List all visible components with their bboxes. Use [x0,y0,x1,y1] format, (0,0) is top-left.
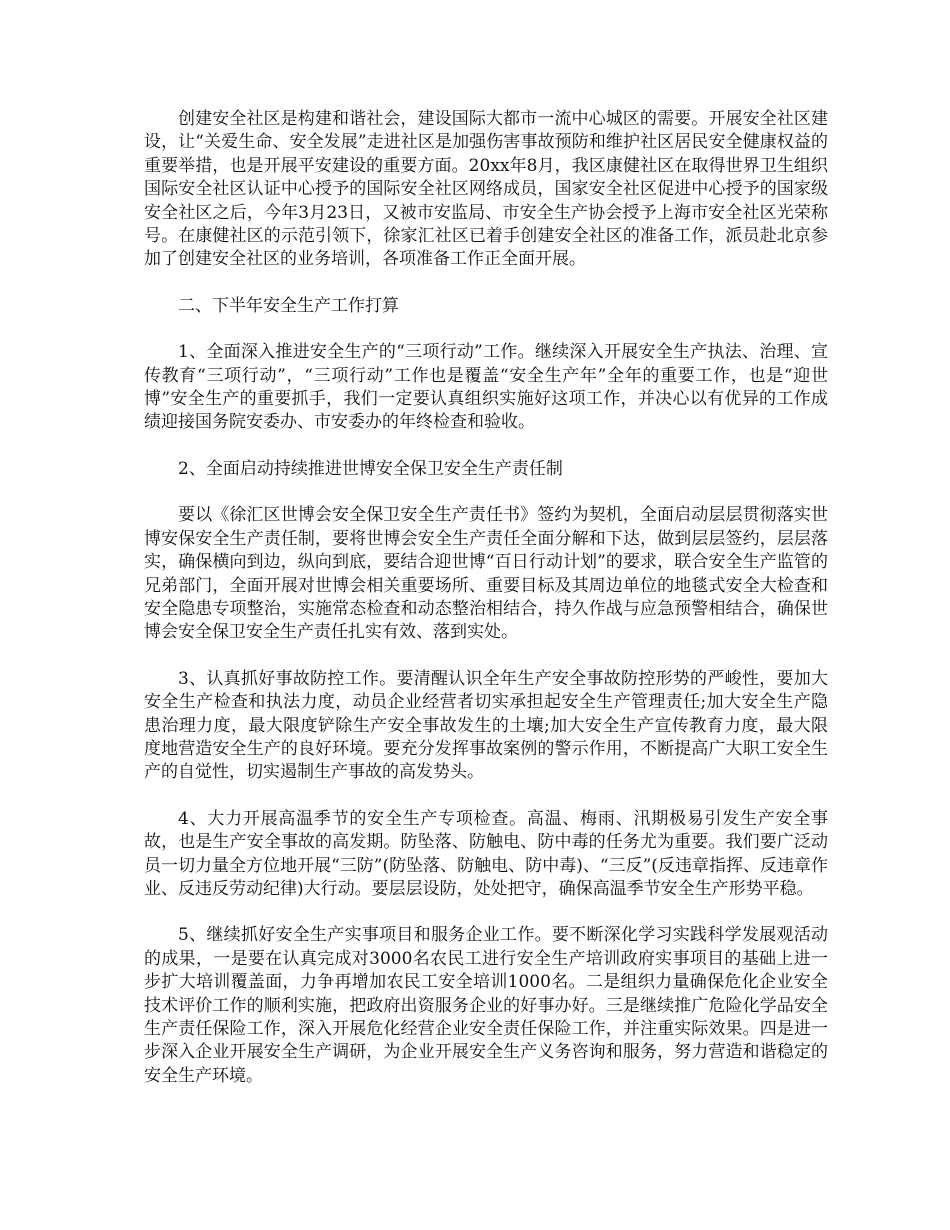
paragraph-item-3: 3、认真抓好事故防控工作。要清醒认识全年生产安全事故防控形势的严峻性，要加大安全生产检查和执法力度，动员企业经营者切实承担起安全生产管理责任;加大安全生产隐患治理力度，最大限度铲除生产安全事故发生的土壤;加大安全生产宣传教育力度，最大限度地营造安全生产的良好环境。要充分发挥事故案例的警示作用，不断提高广大职工安全生产的自觉性，切实遏制生产事故的高发势头。 [144,668,828,783]
subheading-item-2: 2、全面启动持续推进世博安全保卫安全生产责任制 [178,458,563,479]
paragraph-item-2-body: 要以《徐汇区世博会安全保卫安全生产责任书》签约为契机，全面启动层层贯彻落实世博安保安全生产责任制，要将世博会安全生产责任全面分解和下达，做到层层签约，层层落实，确保横向到边，纵向到底，要结合迎世博“百日行动计划”的要求，联合安全生产监管的兄弟部门，全面开展对世博会相关重要场所、重要目标及其周边单位的地毯式安全大检查和安全隐患专项整治，实施常态检查和动态整治相结合，持久作战与应急预警相结合，确保世博会安全保卫安全生产责任扎实有效、落到实处。 [144,505,828,643]
section-heading-second-half-plan: 二、下半年安全生产工作打算 [178,295,399,316]
paragraph-item-5: 5、继续抓好安全生产实事项目和服务企业工作。要不断深化学习实践科学发展观活动的成果，一是要在认真完成对3000名农民工进行安全生产培训政府实事项目的基础上进一步扩大培训覆盖面，力争再增加农民工安全培训1000名。二是组织力量确保危化企业安全技术评价工作的顺利实施，把政府出资服务企业的好事办好。三是继续推广危险化学品安全生产责任保险工作，深入开展危化经营企业安全责任保险工作，并注重实际效果。四是进一步深入企业开展安全生产调研，为企业开展安全生产义务咨询和服务，努力营造和谐稳定的安全生产环境。 [144,925,828,1086]
document-body [144,108,828,1088]
paragraph-safe-community-intro: 创建安全社区是构建和谐社会，建设国际大都市一流中心城区的需要。开展安全社区建设，让“关爱生命、安全发展”走进社区是加强伤害事故预防和维护社区居民安全健康权益的重要举措，也是开展平安建设的重要方面。20xx年8月，我区康健社区在取得世界卫生组织国际安全社区认证中心授予的国际安全社区网络成员，国家安全社区促进中心授予的国家级安全社区之后，今年3月23日，又被市安监局、市安全生产协会授予上海市安全社区光荣称号。在康健社区的示范引领下，徐家汇社区已着手创建安全社区的准备工作，派员赴北京参加了创建安全社区的业务培训，各项准备工作正全面开展。 [144,109,828,270]
paragraph-item-4: 4、大力开展高温季节的安全生产专项检查。高温、梅雨、汛期极易引发生产安全事故，也是生产安全事故的高发期。防坠落、防触电、防中毒的任务尤为重要。我们要广泛动员一切力量全方位地开展“三防”(防坠落、防触电、防中毒)、“三反”(反违章指挥、反违章作业、反违反劳动纪律)大行动。要层层设防，处处把守，确保高温季节安全生产形势平稳。 [144,808,828,899]
paragraph-item-1: 1、全面深入推进安全生产的“三项行动”工作。继续深入开展安全生产执法、治理、宣传教育“三项行动”，“三项行动”工作也是覆盖“安全生产年”全年的重要工作，也是“迎世博”安全生产的重要抓手，我们一定要认真组织实施好这项工作，并决心以有优异的工作成绩迎接国务院安委办、市安委办的年终检查和验收。 [144,342,828,433]
